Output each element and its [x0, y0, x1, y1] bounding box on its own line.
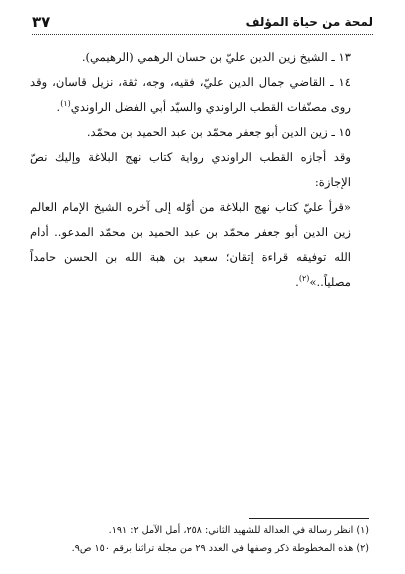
ijaza-quote [30, 195, 369, 295]
ijaza-intro: وقد أجازه القطب الراوندي رواية كتاب نهج البلاغة وإليك نصّ الإجازة: [30, 150, 351, 189]
footnotes [30, 522, 369, 558]
footnote-ref-1: (١) [60, 99, 71, 109]
footnote-separator [249, 518, 369, 519]
running-title: لمحة من حياة المؤلف [245, 15, 373, 29]
paragraph-14-text: ١٤ ـ القاضي جمال الدين عليّ، فقيه، وجه، ثقة، نزيل قاسان، وقد روى مصنّفات القطب الراوندي والسيّد أبي الفضل الراوندي [30, 75, 351, 114]
ijaza-quote-end: . [295, 275, 299, 289]
footnote-1: (١) انظر رسالة في العدالة للشهيد الثاني: ٢٥٨، أمل الآمل ٢: ١٩١. [108, 525, 369, 536]
paragraph-15: ١٥ ـ زين الدين أبو جعفر محمّد بن عبد الحميد بن محمّد. [86, 125, 351, 139]
paragraph-14 [30, 70, 369, 120]
ijaza-quote-text: «قرأ عليّ كتاب نهج البلاغة من أوّله إلى آخره الشيخ الإمام العالم زين الدين أبو جعفر محمّد بن عبد الحميد بن محمّد المدعو.. أدام الله توفيقه قراءة إتقان؛ سعيد بن هبة الله بن الحسن حامداً مصلياً..» [30, 200, 351, 289]
page-header [32, 10, 373, 35]
paragraph-14-end: . [56, 100, 61, 114]
footnote-2: (٢) هذه المخطوطة ذكر وصفها في العدد ٢٩ من مجلة تراثنا برقم ١٥٠ ص٩. [71, 543, 369, 554]
page-number: ٣٧ [32, 13, 51, 31]
main-text [30, 45, 369, 295]
footnote-ref-2: (٢) [298, 274, 310, 284]
paragraph-13: ١٣ ـ الشيخ زين الدين عليّ بن حسان الرهمي (الرهيمي). [81, 50, 351, 64]
